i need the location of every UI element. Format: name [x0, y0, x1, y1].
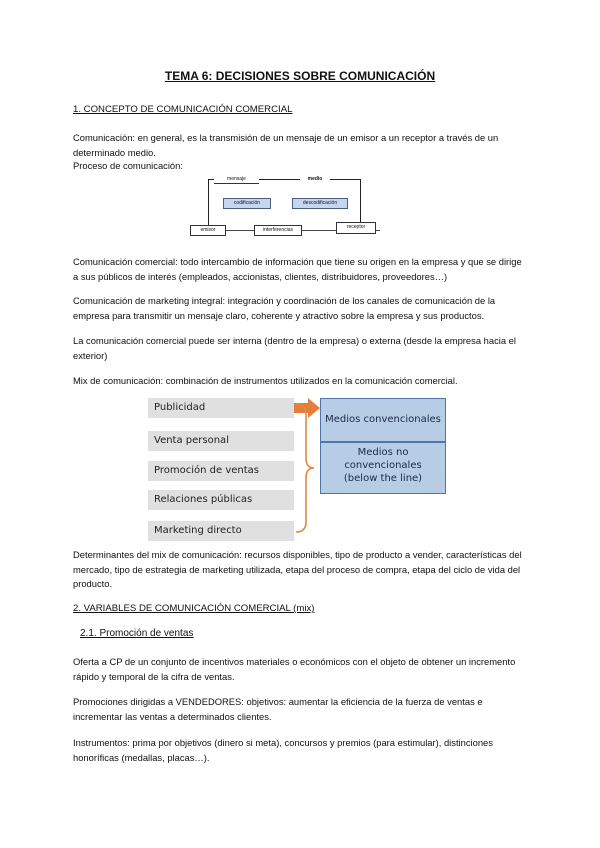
mix-item-relaciones: Relaciones públicas: [148, 490, 294, 510]
mix-item-publicidad: Publicidad: [148, 398, 294, 418]
mix-item-marketing-directo: Marketing directo: [148, 521, 294, 541]
emisor-box: emisor: [190, 225, 226, 236]
paragraph-oferta: Oferta a CP de un conjunto de incentivos materiales o económicos con el objeto de obtener un incremento rápido y temporal de la cifra de ventas.: [73, 656, 516, 682]
paragraph-vendedores: Promociones dirigidas a VENDEDORES: objetivos: aumentar la eficiencia de la fuerza de ventas e incrementar las ventas a determinados clientes.: [73, 696, 483, 722]
receptor-box: receptor: [336, 222, 376, 234]
left-line: [208, 179, 209, 231]
interferencias-box: interferencias: [254, 225, 302, 236]
mix-diagram: [148, 398, 448, 543]
paragraph-comercial: Comunicación comercial: todo intercambio de información que tiene su origen en la empresa y que se dirige a sus públicos de interés (empleados, accionistas, clientes, distribuidores, proveedores…): [73, 256, 522, 282]
medios-convencionales-box: Medios convencionales: [320, 398, 446, 442]
medios-no-convencionales-box: [320, 442, 446, 494]
descodificacion-box: descodificación: [292, 198, 348, 209]
no-convencionales-line-3: (below the line): [343, 473, 423, 484]
section-2-heading: 2. VARIABLES DE COMUNICACIÓN COMERCIAL (mix): [73, 603, 315, 614]
paragraph-comunicacion: Comunicación: en general, es la transmisión de un mensaje de un emisor a un receptor a través de un determinado medio.: [73, 132, 499, 158]
paragraph-mix: Mix de comunicación: combinación de instrumentos utilizados en la comunicación comercial.: [73, 375, 458, 386]
no-convencionales-line-1: Medios no: [357, 447, 409, 458]
paragraph-integral: Comunicación de marketing integral: integración y coordinación de los canales de comunicación de la empresa para transmitir un mensaje claro, coherente y atractivo sobre la empresa y sus productos.: [73, 295, 496, 321]
mensaje-label: mensaje: [214, 175, 259, 184]
paragraph-proceso: Proceso de comunicación:: [73, 160, 183, 171]
brace-icon: [296, 404, 314, 532]
codificacion-box: codificación: [223, 198, 271, 209]
medio-label: medio: [300, 175, 330, 183]
mix-item-venta-personal: Venta personal: [148, 431, 294, 451]
no-convencionales-line-2: convencionales: [344, 460, 422, 471]
paragraph-instrumentos: Instrumentos: prima por objetivos (dinero si meta), concursos y premios (para estimular), distinciones honoríficas (medallas, placas…).: [73, 737, 493, 763]
section-1-heading: 1. CONCEPTO DE COMUNICACIÓN COMERCIAL: [73, 104, 293, 115]
orange-arrow-icon: [294, 398, 320, 418]
mix-item-promocion: Promoción de ventas: [148, 461, 294, 481]
page-title: TEMA 6: DECISIONES SOBRE COMUNICACIÓN: [164, 69, 436, 83]
section-2-1-heading: 2.1. Promoción de ventas: [80, 628, 194, 639]
process-diagram: [190, 175, 380, 243]
paragraph-interna: La comunicación comercial puede ser interna (dentro de la empresa) o externa (desde la empresa hacia el exterior): [73, 335, 516, 361]
right-line: [360, 179, 361, 227]
paragraph-determinantes: Determinantes del mix de comunicación: recursos disponibles, tipo de producto a vender, características del mercado, tipo de estrategia de marketing utilizada, etapa del proceso de compra, etapa del ciclo de vida del producto.: [73, 549, 522, 589]
